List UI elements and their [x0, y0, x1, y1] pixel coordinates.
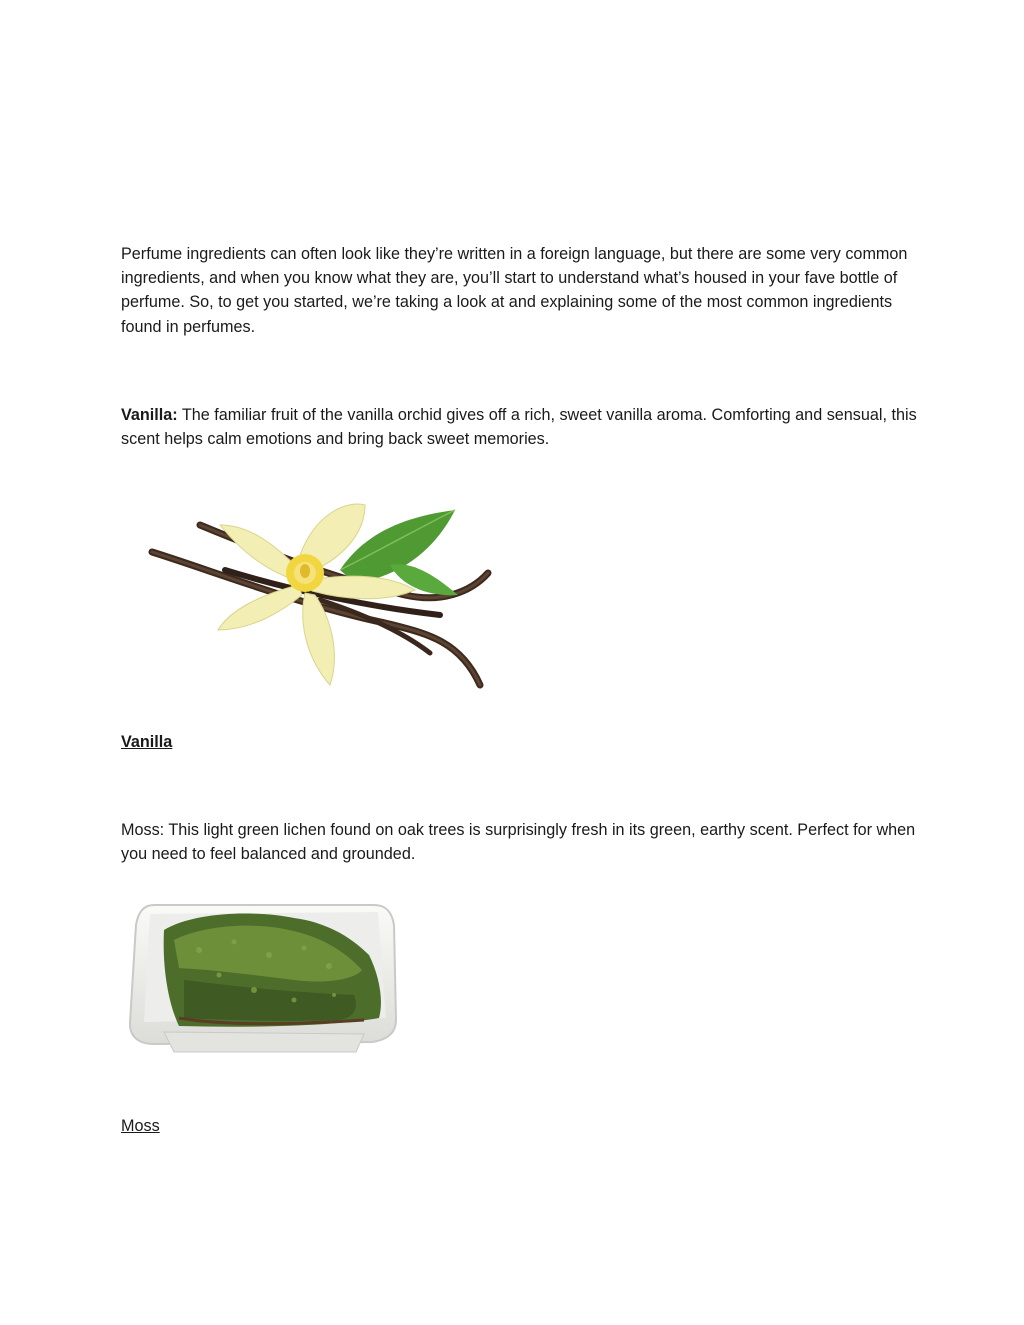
vanilla-description: The familiar fruit of the vanilla orchid gives off a rich, sweet vanilla aroma. Comforting and sensual, this scent helps calm emotions and bring back sweet memories. [121, 406, 917, 449]
vanilla-term: Vanilla: [121, 406, 178, 424]
moss-image [124, 900, 404, 1058]
moss-caption: Moss [121, 1117, 160, 1135]
moss-paragraph: Moss: This light green lichen found on oak trees is surprisingly fresh in its green, earthy scent. Perfect for when you need to feel balanced and grounded. [121, 821, 916, 864]
vanilla-image [140, 495, 500, 695]
intro-paragraph: Perfume ingredients can often look like they’re written in a foreign language, but there are some very common ingredients, and when you know what they are, you’ll start to understand what’s housed in your fave bottle of perfume. So, to get you started, we’re taking a look at and explaining some of the most common ingredients found in perfumes. [121, 245, 908, 336]
vanilla-caption: Vanilla [121, 733, 173, 751]
vanilla-paragraph [121, 403, 921, 451]
